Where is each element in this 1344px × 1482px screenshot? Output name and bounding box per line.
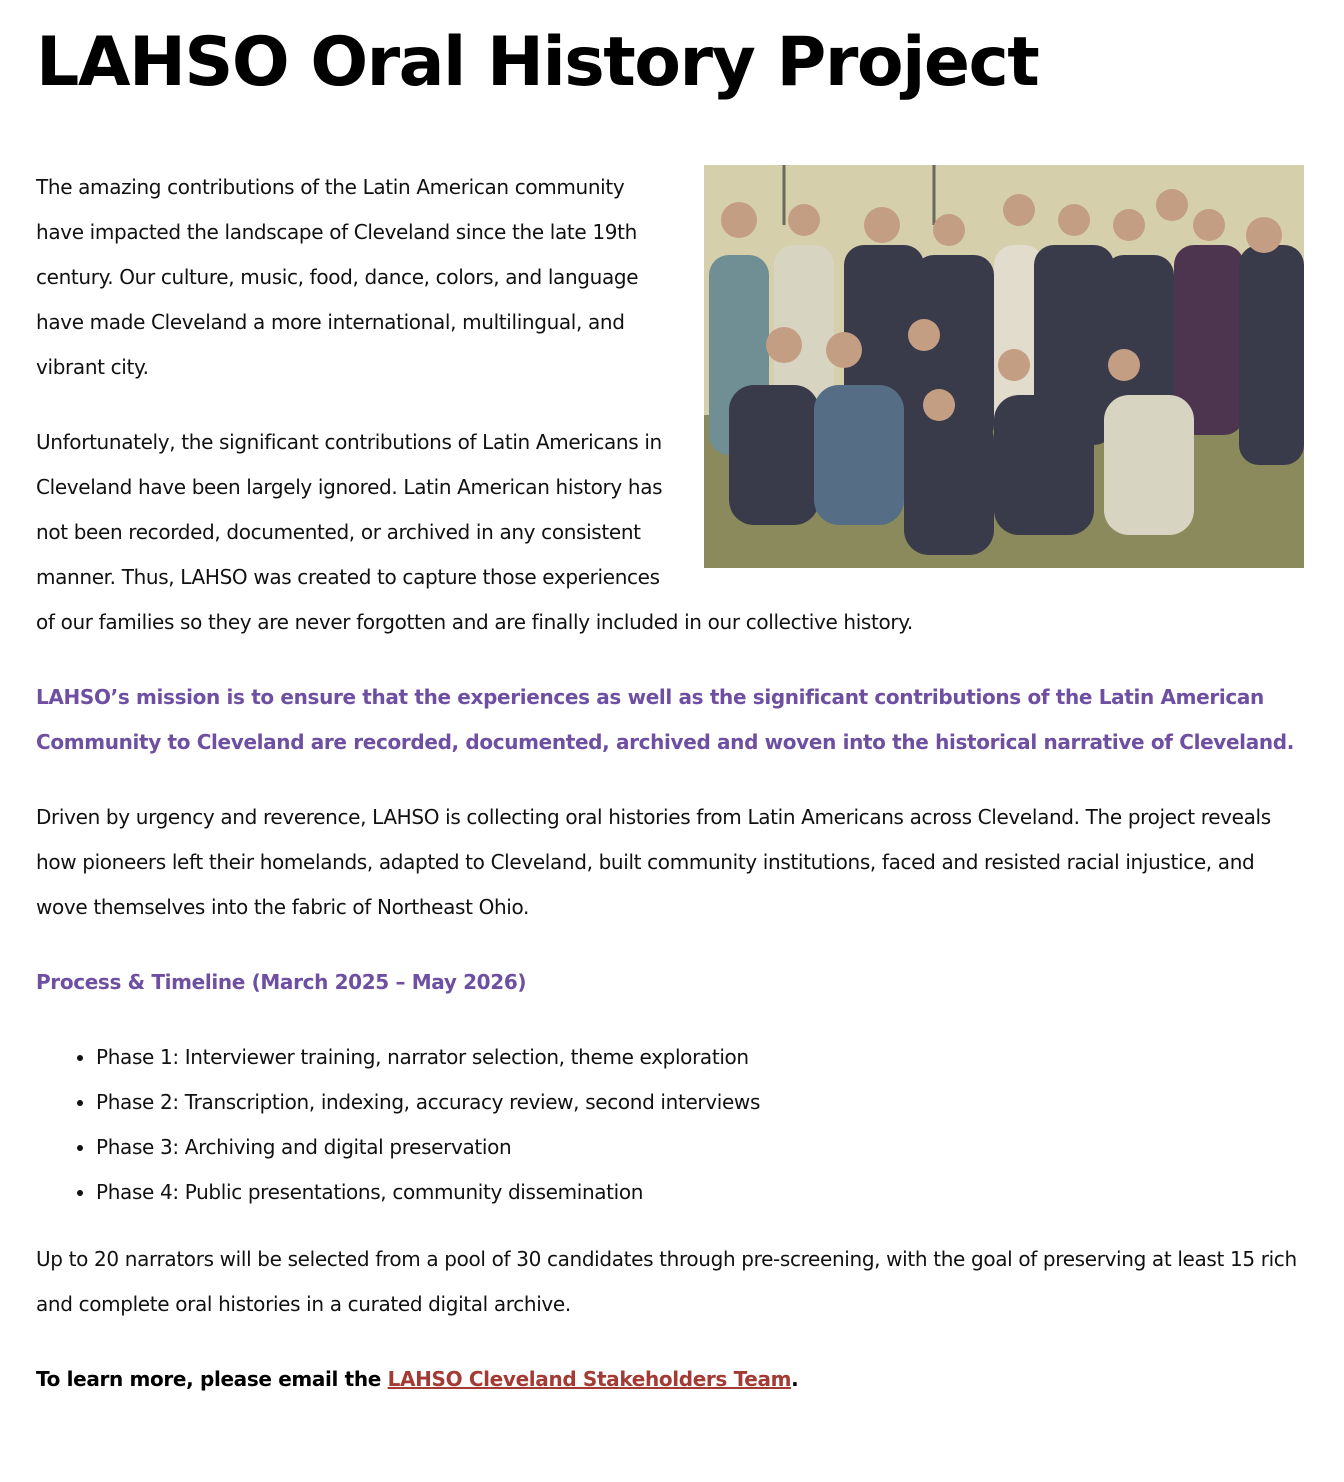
context-paragraph: Unfortunately, the significant contributions of Latin Americans in Cleveland have been largely ignored. Latin American history has not been recorded, documented, or archived in any consistent manner. Thus, LAHSO was created to capture those experiences of our families so they are never forgotten and are finally included in our collective history. bbox=[36, 430, 913, 634]
phase-item: • Phase 2: Transcription, indexing, accuracy review, second interviews bbox=[96, 1080, 1304, 1125]
intro-paragraph: The amazing contributions of the Latin American community have impacted the landscape of Cleveland since the late 19th century. Our culture, music, food, dance, colors, and language have made Cleveland a more international, multilingual, and vibrant city. bbox=[36, 175, 639, 379]
team-photo-illustration bbox=[704, 165, 1304, 568]
page-title: LAHSO Oral History Project bbox=[36, 23, 1039, 102]
stakeholders-team-email-link[interactable]: LAHSO Cleveland Stakeholders Team bbox=[387, 1367, 792, 1391]
article-body bbox=[36, 165, 1304, 1432]
phase-item: • Phase 4: Public presentations, community dissemination bbox=[96, 1170, 1304, 1215]
phase-item: • Phase 1: Interviewer training, narrator selection, theme exploration bbox=[96, 1035, 1304, 1080]
phase-item: • Phase 3: Archiving and digital preservation bbox=[96, 1125, 1304, 1170]
mission-statement: LAHSO’s mission is to ensure that the experiences as well as the significant contributions of the Latin American Community to Cleveland are recorded, documented, archived and woven into the historical narrative of Cleveland. bbox=[36, 685, 1294, 754]
cta-prefix: To learn more, please email the bbox=[36, 1367, 388, 1391]
cta-suffix: . bbox=[791, 1367, 799, 1391]
phase-list bbox=[36, 1035, 1304, 1215]
timeline-heading: Process & Timeline (March 2025 – May 2026) bbox=[36, 970, 527, 994]
contact-callout bbox=[36, 1357, 1304, 1402]
project-description: Driven by urgency and reverence, LAHSO is collecting oral histories from Latin Americans across Cleveland. The project reveals how pioneers left their homelands, adapted to Cleveland, built community institutions, faced and resisted racial injustice, and wove themselves into the fabric of Northeast Ohio. bbox=[36, 805, 1271, 919]
narrators-paragraph: Up to 20 narrators will be selected from a pool of 30 candidates through pre-screening, with the goal of preserving at least 15 rich and complete oral histories in a curated digital archive. bbox=[36, 1247, 1297, 1316]
team-photo bbox=[704, 165, 1304, 568]
